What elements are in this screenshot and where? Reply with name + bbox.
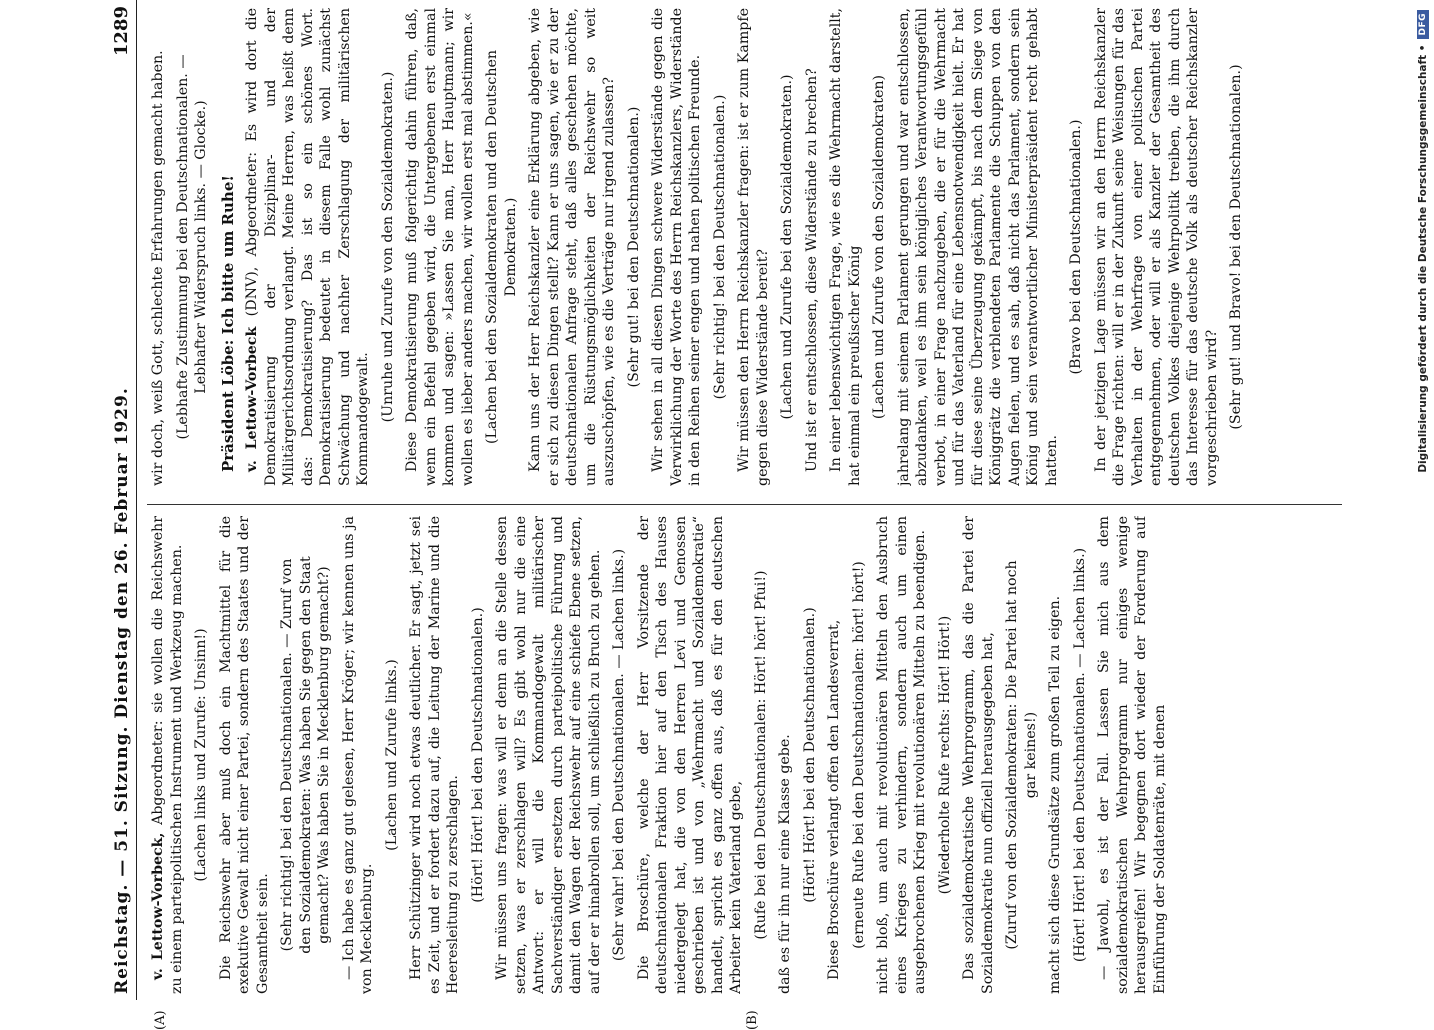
paragraph: In der jetzigen Lage müssen wir an den Herrn Reichskanzler die Frage richten: will er in der Zukunft seine Weisungen für das Verhalten in der Wehrfrage von einer politischen Partei entgegennehmen, oder will er als Kanzler der Gesamtheit des deutschen Volkes diejenige Wehrpolitik treiben, die ihm durch das Interesse für das deutsche Volk als deutscher Reichskanzler vorgeschrieben wird? <box>1092 8 1220 486</box>
president-remark: Präsident Löbe: Ich bitte um Ruhe! <box>218 175 237 472</box>
interjection: (Hört! Hört! bei den Deutschnationalen.) <box>801 607 818 903</box>
interjection: (erneute Rufe bei den Deutschnationalen: hört! hört!) <box>850 561 867 949</box>
interjection: (Lachen und Zurufe links.) <box>383 659 400 851</box>
paragraph: daß es für ihn nur eine Klasse gebe. <box>777 734 793 994</box>
interjection: (Hört! Hört! bei den Deutschnationalen. — Lachen links.) <box>1071 547 1088 963</box>
interjection: (Sehr gut! und Bravo! bei den Deutschnationalen.) <box>1228 64 1244 430</box>
dfg-sidebar-text: Digitalisierung gefördert durch die Deutsche Forschungsgemeinschaft • <box>1417 44 1429 473</box>
speaker-paragraph <box>149 516 186 994</box>
dfg-logo: DFG <box>1417 10 1429 39</box>
paragraph: Diese Broschüre verlangt offen den Landesverrat, <box>826 619 842 980</box>
page-title: Reichstag. — 51. Sitzung. Dienstag den 26. Februar 1929. <box>112 387 132 994</box>
interjection: (Sehr richtig! bei den Deutschnationalen. — Zuruf von den Sozialdemokraten: Was haben Sie gegen den Staat gemacht? Was haben Sie in Mecklenburg gemacht?) <box>279 556 332 954</box>
rotated-page-content <box>105 0 1405 1030</box>
interjection: (Bravo bei den Deutschnationalen.) <box>1068 119 1084 375</box>
speaker-role: (DNV), Abgeordneter: <box>244 151 260 327</box>
interjection: (Wiederholte Rufe rechts: Hört! Hört!) <box>936 615 953 895</box>
interjection: (Sehr richtig! bei den Deutschnationalen.) <box>711 94 728 400</box>
paragraph: Die Reichswehr aber muß doch ein Machtmittel für die exekutive Gewalt nicht einer Partei, sondern des Staates und der Gesamtheit sein. <box>217 516 271 994</box>
paragraph: macht sich diese Grundsätze zum großen Teil zu eigen. <box>1047 595 1063 994</box>
paragraph: — Ich habe es ganz gut gelesen, Herr Kröger; wir kennen uns ja von Mecklenburg. <box>340 516 375 994</box>
interjection: (Lachen und Zurufe von den Sozialdemokraten) <box>871 74 887 420</box>
interjection: (Lebhafte Zustimmung bei den Deutschnationalen. — Lebhafter Widerspruch links. — Glocke.) <box>174 54 209 440</box>
paragraph: Wir müssen den Herrn Reichskanzler fragen: ist er zum Kampfe gegen diese Widerstände bereit? <box>736 8 771 486</box>
interjection: (Unruhe und Zurufe von den Sozialdemokraten.) <box>379 71 396 423</box>
interjection: (Hört! Hört! bei den Deutschnationalen.) <box>469 607 486 903</box>
speaker-name: v. Lettow-Vorbeck, <box>150 832 166 980</box>
speech-text: sie wollen die Reichswehr zu einem parteipolitischen Instrument und Werkzeug machen. <box>150 516 185 994</box>
paragraph: Das sozialdemokratische Wehrprogramm, das die Partei der Sozialdemokratie nun offiziell herausgegeben hat, <box>961 516 996 994</box>
paragraph: Wir müssen uns fragen: was will er denn an die Stelle dessen setzen, was er zerschlagen will? Es gibt wohl nur die eine Antwort: er will die Kommandogewalt militärischer Sachverständiger ersetzen durch parteipolitische Führung und damit den Wagen der Reichswehr auf eine schiefe Ebene setzen, auf der er hinabrollen soll, um schließlich zu Bruch zu gehen. <box>494 516 603 994</box>
speaker-paragraph <box>243 8 373 486</box>
interjection: (Lachen links und Zurufe: Unsinn!) <box>193 628 209 882</box>
right-column <box>149 8 1349 486</box>
paragraph: In einer lebenswichtigen Frage, wie es die Wehrmacht darstellt, hat einmal ein preußischer König <box>828 8 863 486</box>
left-column <box>149 516 1349 994</box>
interjection: (Zuruf von den Sozialdemokraten: Die Partei hat noch gar keines!) <box>1004 560 1039 950</box>
paragraph: Wir sehen in all diesen Dingen schwere Widerstände gegen die Verwirklichung der Worte des Herrn Reichskanzlers, Widerstände in den Reihen seiner engen und nahen politischen Freunde. <box>650 8 703 486</box>
paragraph: Diese Demokratisierung muß folgerichtig dahin führen, daß, wenn ein Befehl gegeben wird, die Untergebenen erst einmal kommen und sagen: »Lassen Sie man, Herr Hauptmann; wir wollen es lieber anders machen, wir wollen erst mal abstimmen.« <box>404 8 476 486</box>
paragraph: Und ist er entschlossen, diese Widerstände zu brechen? <box>803 68 820 472</box>
paragraph: wir doch, weiß Gott, schlechte Erfahrungen gemacht haben. <box>150 50 166 486</box>
interjection: (Sehr gut! bei den Deutschnationalen.) <box>625 106 642 388</box>
page-number: 1289 <box>111 6 132 57</box>
interjection: (Lachen und Zurufe bei den Sozialdemokraten.) <box>779 74 795 420</box>
speaker-role: Abgeordneter: <box>150 720 166 833</box>
paragraph: Die Broschüre, welche der Herr Vorsitzende der deutschnationalen Fraktion hier auf den Tisch des Hauses niedergelegt hat, die von den Herren Levi und Genossen geschrieben ist und von „Wehrmacht und Sozialdemokratie“ handelt, spricht es ganz offen aus, daß es für den deutschen Arbeiter kein Vaterland gebe, <box>635 516 744 994</box>
paragraph: — Jawohl, es ist der Fall. Lassen Sie mich aus dem sozialdemokratischen Wehrprogramm nur einiges wenige herausgreifen! Wir begegnen dort wieder der Forderung auf Einführung der Soldatenräte, mit denen <box>1096 516 1168 994</box>
column-divider <box>147 504 1342 505</box>
dfg-sidebar <box>1408 0 1434 1000</box>
paragraph: jahrelang mit seinem Parlament gerungen und war entschlossen, abzudanken, weil es ihm sein königliches Verantwortungsgefühl verbot, in einer Frage nachzugeben, die er für die Wehrmacht und für das Vaterland für eine Lebensnotwendigkeit hielt. Er hat für diese seine Überzeugung gekämpft, bis nach dem Siege von Königgrätz die verblendeten Parlamente die Schuppen von den Augen fielen, und es sah, daß nicht das Parlament, sondern sein König und sein verantwortlicher Ministerpräsident recht gehabt hatten. <box>895 8 1060 486</box>
paragraph: Herr Schützinger wird noch etwas deutlicher. Er sagt, jetzt sei es Zeit, und er fordert dazu auf, die Leitung der Marine und die Heeresleitung zu zerschlagen. <box>408 516 461 994</box>
paragraph: Kann uns der Herr Reichskanzler eine Erklärung abgeben, wie er sich zu diesen Dingen stellt? Kann er uns sagen, wie er zu der deutschnationalen Anfrage steht, daß alles geschehen möchte, um die Rüstungsmöglichkeiten der Reichswehr so weit auszuschöpfen, wie es die Verträge nur irgend zulassen? <box>527 8 617 486</box>
interjection: (Rufe bei den Deutschnationalen: Hört! hört! Pfui!) <box>752 570 769 940</box>
margin-mark-a: (A) <box>153 1010 168 1030</box>
page-header <box>105 0 137 1000</box>
interjection: (Sehr wahr! bei den Deutschnationalen. — Lachen links.) <box>611 548 627 962</box>
speaker-name: v. Lettow-Vorbeck <box>244 326 260 472</box>
interjection: (Lachen bei den Sozialdemokraten und den Deutschen Demokraten.) <box>484 50 519 445</box>
paragraph: nicht bloß, um auch mit revolutionären Mitteln den Ausbruch eines Krieges zu verhindern, sondern auch um einen ausgebrochenen Krieg mit revolutionären Mitteln zu beendigen. <box>875 516 928 994</box>
speech-text: Es wird dort die Demokratisierung der Disziplinar- und der Militärgerichtsordnung verlangt. Meine Herren, was heißt denn das: Demokratisierung? Das ist so ein schönes Wort. Demokratisierung bedeutet in diesem Falle wohl zunächst Schwächung und nachher Zerschlagung der militärischen Kommandogewalt. <box>244 8 371 486</box>
margin-mark-b: (B) <box>745 1010 760 1030</box>
